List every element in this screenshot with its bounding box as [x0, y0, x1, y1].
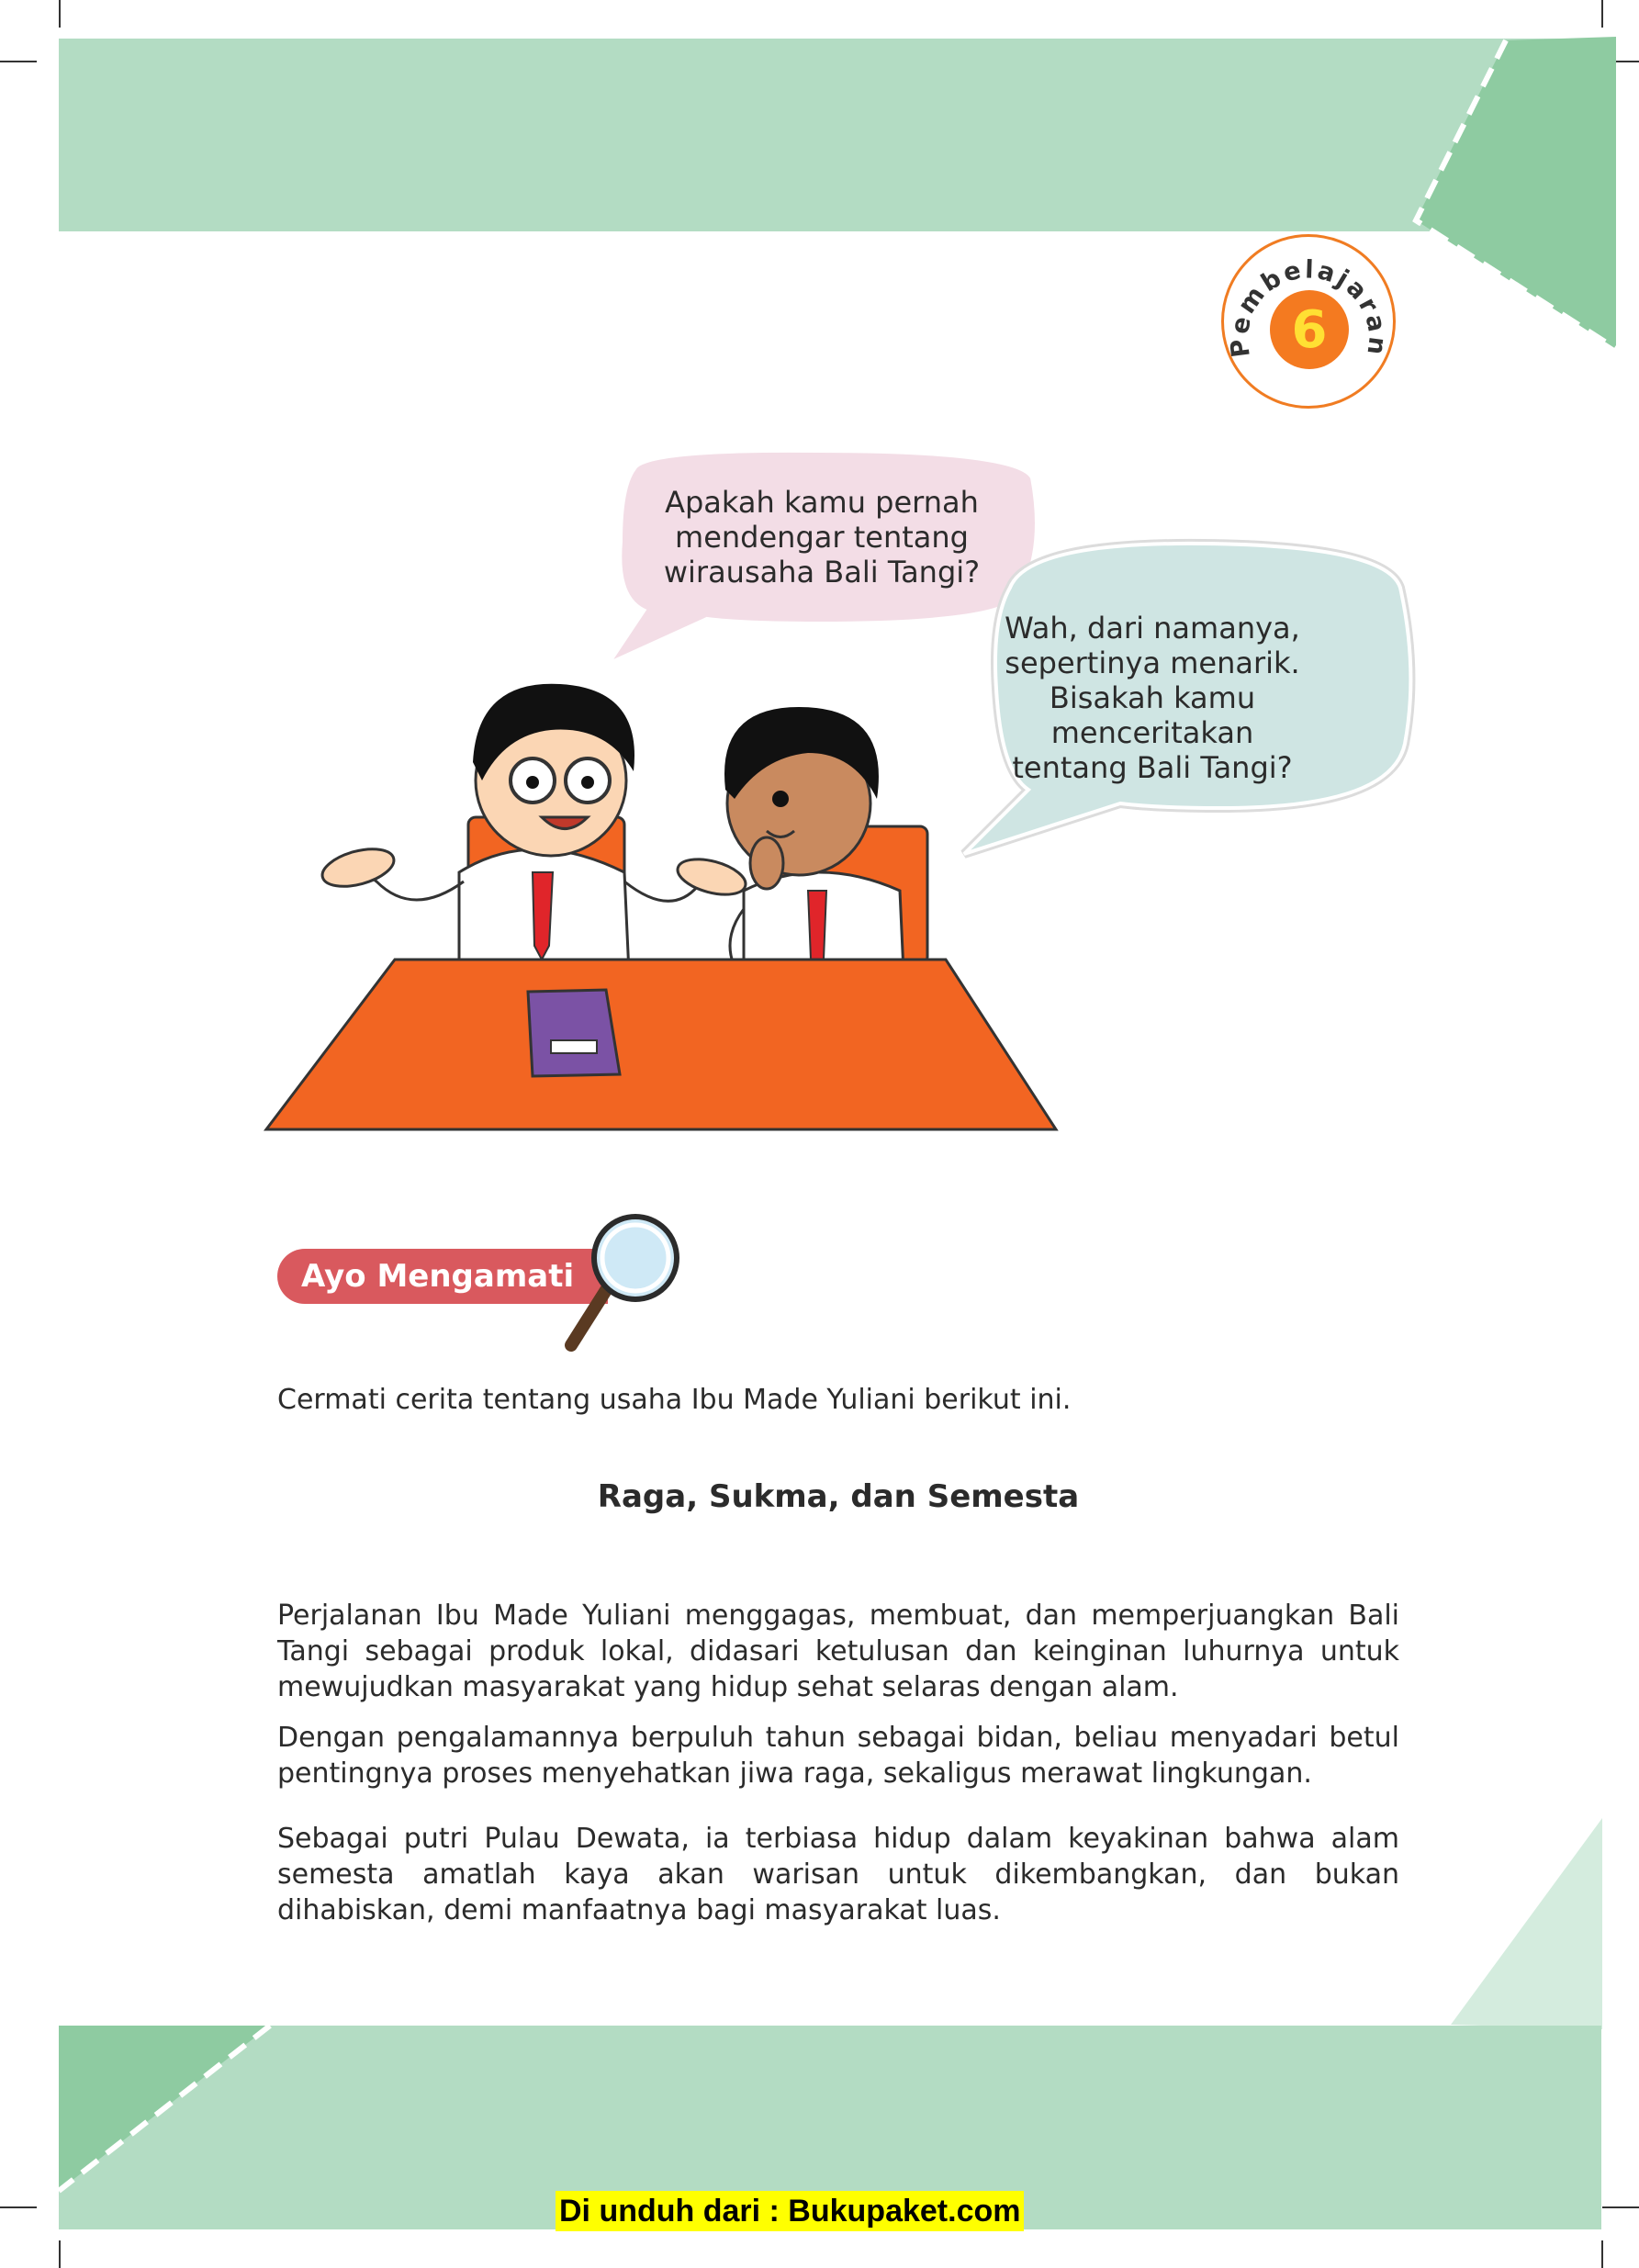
crop-mark	[0, 2206, 37, 2208]
crop-mark	[1601, 2240, 1603, 2268]
speech-bubble-right-text: Wah, dari namanya, sepertinya menarik. Bisakah kamu menceritakan tentang Bali Tangi?	[1005, 611, 1300, 785]
crop-mark	[0, 61, 37, 62]
story-title: Raga, Sukma, dan Semesta	[597, 1478, 1080, 1515]
crop-mark	[59, 0, 61, 28]
crop-mark	[1601, 0, 1603, 28]
footer-decoration	[1414, 1818, 1602, 2029]
download-source-note: Di unduh dari : Bukupaket.com	[556, 2191, 1024, 2231]
header-band	[59, 39, 1601, 231]
lesson-number: 6	[1270, 290, 1349, 369]
paragraph: Sebagai putri Pulau Dewata, ia terbiasa hidup dalam keyakinan bahwa alam semesta amatlah kaya akan warisan untuk dikembangkan, dan bukan dihabiskan, demi manfaatnya bagi masyarakat luas.	[277, 1823, 1399, 1926]
header-decoration	[1396, 28, 1616, 358]
speech-bubble-left-text: Apakah kamu pernah mendengar tentang wirausaha Bali Tangi?	[663, 485, 981, 589]
section-tag-label: Ayo Mengamati	[301, 1258, 575, 1295]
paragraph: Dengan pengalamannya berpuluh tahun sebagai bidan, beliau menyadari betul pentingnya proses menyehatkan jiwa raga, sekaligus merawat lingkungan.	[277, 1722, 1399, 1790]
crop-mark	[1602, 2206, 1639, 2208]
students-illustration	[257, 643, 1083, 1157]
svg-text:Pembelajaran: Pembelajaran	[1225, 255, 1392, 359]
paragraph: Perjalanan Ibu Made Yuliani menggagas, membuat, dan memperjuangkan Bali Tangi sebagai produk lokal, didasari ketulusan dan keinginan luhurnya untuk mewujudkan masyarakat yang hidup sehat selaras dengan alam.	[277, 1600, 1399, 1703]
magnifier-icon	[560, 1207, 698, 1354]
intro-text: Cermati cerita tentang usaha Ibu Made Yuliani berikut ini.	[277, 1384, 1072, 1416]
crop-mark	[59, 2240, 61, 2268]
footer-corner-decoration	[59, 2026, 279, 2209]
